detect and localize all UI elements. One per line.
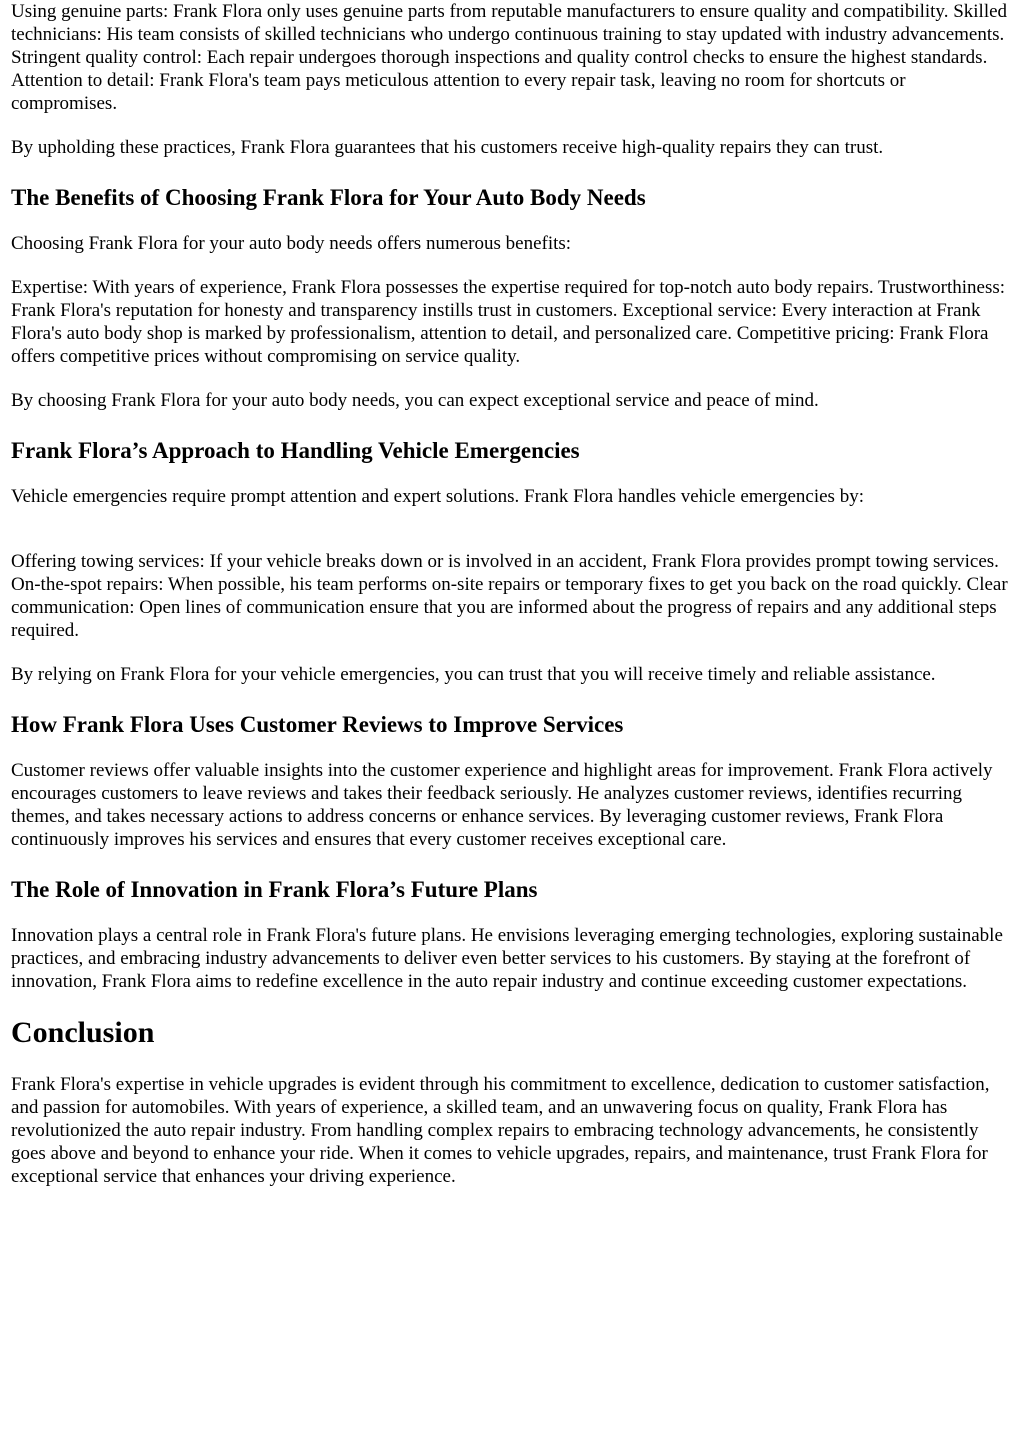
quality-summary-paragraph: By upholding these practices, Frank Flora guarantees that his customers receive high-quality repairs they can trust. bbox=[11, 137, 884, 158]
innovation-paragraph: Innovation plays a central role in Frank Flora's future plans. He envisions leveraging emerging technologies, exploring sustainable practices, and embracing industry advancements to deliver even better services to his customers. By staying at the forefront of innovation, Frank Flora aims to redefine excellence in the auto repair industry and continue exceeding customer expectations. bbox=[11, 925, 1003, 992]
reviews-paragraph: Customer reviews offer valuable insights into the customer experience and highlight areas for improvement. Frank Flora actively encourages customers to leave reviews and takes their feedback seriously. He analyzes customer reviews, identifies recurring themes, and takes necessary actions to address concerns or enhance services. By leveraging customer reviews, Frank Flora continuously improves his services and ensures that every customer receives exceptional care. bbox=[11, 760, 993, 850]
benefits-summary-paragraph: By choosing Frank Flora for your auto body needs, you can expect exceptional service and peace of mind. bbox=[11, 390, 819, 411]
emergencies-heading: Frank Flora’s Approach to Handling Vehicle Emergencies bbox=[11, 438, 580, 463]
emergencies-intro-paragraph: Vehicle emergencies require prompt attention and expert solutions. Frank Flora handles vehicle emergencies by: bbox=[11, 486, 864, 507]
emergencies-summary-paragraph: By relying on Frank Flora for your vehicle emergencies, you can trust that you will receive timely and reliable assistance. bbox=[11, 664, 936, 685]
benefits-list-paragraph: Expertise: With years of experience, Frank Flora possesses the expertise required for top-notch auto body repairs. Trustworthiness: Frank Flora's reputation for honesty and transparency instills trust in customers. Exceptional service: Every interaction at Frank Flora's auto body shop is marked by professionalism, attention to detail, and personalized care. Competitive pricing: Frank Flora offers competitive prices without compromising on service quality. bbox=[11, 277, 1006, 367]
conclusion-heading: Conclusion bbox=[11, 1016, 155, 1049]
benefits-heading: The Benefits of Choosing Frank Flora for Your Auto Body Needs bbox=[11, 185, 646, 210]
quality-practices-paragraph: Using genuine parts: Frank Flora only uses genuine parts from reputable manufacturers to ensure quality and compatibility. Skilled technicians: His team consists of skilled technicians who undergo continuous training to stay updated with industry advancements. Stringent quality control: Each repair undergoes thorough inspections and quality control checks to ensure the highest standards. Attention to detail: Frank Flora's team pays meticulous attention to every repair task, leaving no room for shortcuts or compromises. bbox=[11, 1, 1008, 114]
benefits-intro-paragraph: Choosing Frank Flora for your auto body needs offers numerous benefits: bbox=[11, 233, 572, 254]
emergencies-list-paragraph: Offering towing services: If your vehicle breaks down or is involved in an accident, Frank Flora provides prompt towing services. On-the-spot repairs: When possible, his team performs on-site repairs or temporary fixes to get you back on the road quickly. Clear communication: Open lines of communication ensure that you are informed about the progress of repairs and any additional steps required. bbox=[11, 551, 1008, 641]
reviews-heading: How Frank Flora Uses Customer Reviews to Improve Services bbox=[11, 712, 624, 737]
blank-spacer bbox=[11, 529, 1013, 550]
innovation-heading: The Role of Innovation in Frank Flora’s Future Plans bbox=[11, 877, 538, 902]
conclusion-paragraph: Frank Flora's expertise in vehicle upgrades is evident through his commitment to excellence, dedication to customer satisfaction, and passion for automobiles. With years of experience, a skilled team, and an unwavering focus on quality, Frank Flora has revolutionized the auto repair industry. From handling complex repairs to embracing technology advancements, he consistently goes above and beyond to enhance your ride. When it comes to vehicle upgrades, repairs, and maintenance, trust Frank Flora for exceptional service that enhances your driving experience. bbox=[11, 1074, 990, 1187]
